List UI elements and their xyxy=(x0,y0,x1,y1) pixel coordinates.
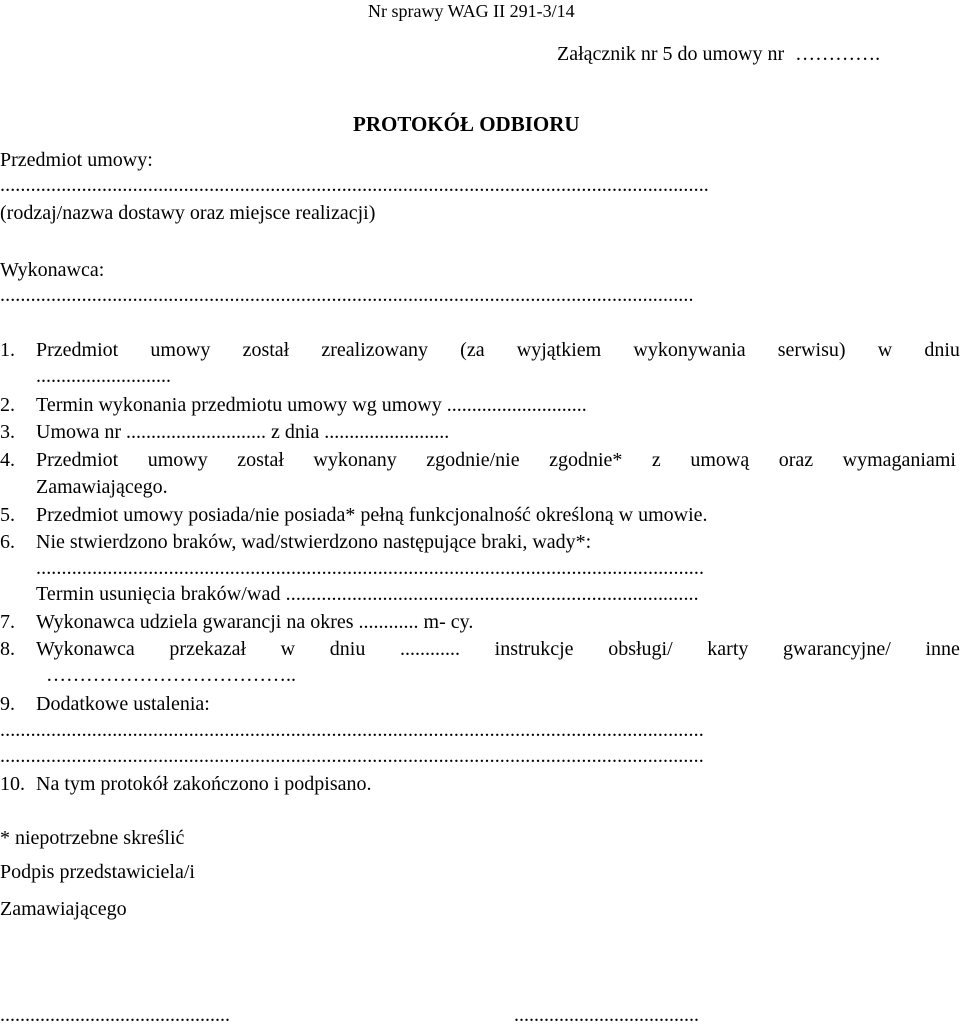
item-1-text xyxy=(36,340,960,360)
item-8-word: dniu xyxy=(329,638,366,660)
item-8-continuation: ……………………………….. xyxy=(46,664,296,686)
item-7-number: 7. xyxy=(0,611,15,633)
footnote: * niepotrzebne skreślić xyxy=(0,827,185,849)
signature-dots-left: .............................................. xyxy=(0,1004,230,1026)
subject-note: (rodzaj/nazwa dostawy oraz miejsce realizacji) xyxy=(0,202,376,224)
item-1-word: zrealizowany xyxy=(321,339,428,361)
item-8-word: instrukcje xyxy=(494,638,574,660)
item-7-text: Wykonawca udziela gwarancji na okres ............ m- cy. xyxy=(36,611,474,633)
item-8-word: karty xyxy=(707,638,749,660)
item-10-text: Na tym protokół zakończono i podpisano. xyxy=(36,773,372,795)
item-1-number: 1. xyxy=(0,339,15,361)
item-1-word: wyjątkiem xyxy=(516,339,602,361)
item-8-word: przekazał xyxy=(169,638,247,660)
item-8-word: Wykonawca xyxy=(36,638,135,660)
item-8-word: ............ xyxy=(400,638,460,660)
signature-dots-right: ..................................... xyxy=(514,1004,699,1026)
item-3-text: Umowa nr ............................ z dnia ......................... xyxy=(36,421,450,443)
item-8-word: gwarancyjne/ xyxy=(783,638,891,660)
item-6-deadline: Termin usunięcia braków/wad ................................................................................. xyxy=(36,584,699,604)
item-4-word: umową xyxy=(690,449,750,471)
item-1-word: (za xyxy=(460,339,485,361)
item-4-continuation: Zamawiającego. xyxy=(36,476,168,498)
item-4-word: oraz xyxy=(778,449,814,471)
item-4-word: z xyxy=(651,449,661,471)
item-8-word: w xyxy=(280,638,296,660)
page-title: PROTOKÓŁ ODBIORU xyxy=(353,112,580,136)
item-4-word: wykonany xyxy=(313,449,397,471)
item-4-word: zgodnie* xyxy=(549,449,623,471)
item-9-dots-2: .......................................................................................................................................... xyxy=(0,746,704,766)
attachment-tail: …………. xyxy=(795,43,881,65)
item-2-number: 2. xyxy=(0,394,15,416)
item-5-text: Przedmiot umowy posiada/nie posiada* pełną funkcjonalność określoną w umowie. xyxy=(36,504,708,526)
signature-line-2: Zamawiającego xyxy=(0,898,127,920)
item-4-word: umowy xyxy=(147,449,208,471)
item-3-number: 3. xyxy=(0,421,15,443)
item-1-word: został xyxy=(242,339,290,361)
item-9-dots-1: .......................................................................................................................................... xyxy=(0,720,704,740)
item-1-word: serwisu) xyxy=(777,339,846,361)
item-4-word: zgodnie/nie xyxy=(426,449,520,471)
item-1-dots: ........................... xyxy=(36,365,171,387)
contractor-dots: ........................................................................................................................................ xyxy=(0,285,694,305)
item-8-word: obsługi/ xyxy=(608,638,673,660)
item-8-word: inne xyxy=(925,638,960,660)
item-1-word: dniu xyxy=(924,339,960,361)
item-4-number: 4. xyxy=(0,449,15,471)
item-1-word: umowy xyxy=(150,339,211,361)
case-number: Nr sprawy WAG II 291-3/14 xyxy=(368,1,575,21)
item-4-word: wymaganiami xyxy=(842,449,956,471)
subject-label: Przedmiot umowy: xyxy=(0,149,153,171)
signature-line-1: Podpis przedstawiciela/i xyxy=(0,861,195,883)
item-10-number: 10. xyxy=(0,773,25,795)
item-1-word: w xyxy=(877,339,893,361)
attachment-text: Załącznik nr 5 do umowy nr xyxy=(557,43,785,65)
item-9-number: 9. xyxy=(0,693,15,715)
item-1-word: wykonywania xyxy=(633,339,746,361)
item-6-text: Nie stwierdzono braków, wad/stwierdzono następujące braki, wady*: xyxy=(36,531,592,553)
item-8-text xyxy=(36,639,960,659)
item-5-number: 5. xyxy=(0,504,15,526)
item-6-dots: ................................................................................................................................... xyxy=(36,558,705,578)
contractor-label: Wykonawca: xyxy=(0,259,105,281)
item-4-word: Przedmiot xyxy=(36,449,119,471)
subject-dots: ........................................................................................................................................... xyxy=(0,175,709,195)
item-9-text: Dodatkowe ustalenia: xyxy=(36,693,210,715)
attachment-label xyxy=(557,44,880,64)
item-1-word: Przedmiot xyxy=(36,339,119,361)
item-4-text xyxy=(36,450,956,470)
item-4-word: został xyxy=(237,449,284,471)
item-2-text: Termin wykonania przedmiotu umowy wg umowy ............................ xyxy=(36,394,587,416)
item-8-number: 8. xyxy=(0,638,15,660)
item-6-number: 6. xyxy=(0,531,15,553)
